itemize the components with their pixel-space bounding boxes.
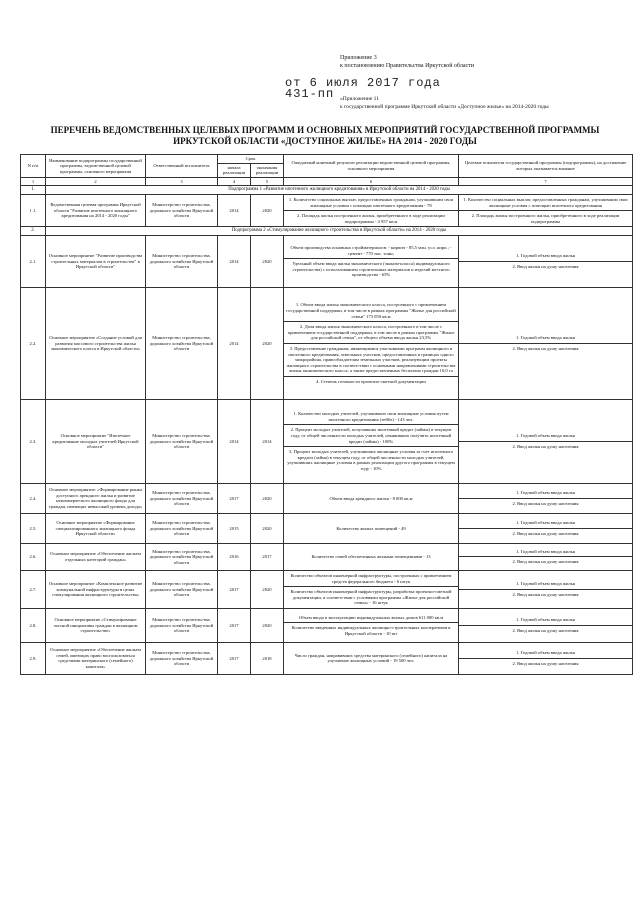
responsible-executor: Министерство строительства, дорожного хозяйства Иркутской области: [146, 399, 218, 483]
col-number: 6: [284, 177, 459, 186]
target-indicators: [459, 543, 633, 570]
program-name: Основное мероприятие «Стимулирование частной инициативы граждан в жилищном строительстве»: [46, 608, 146, 642]
start-year: 2016: [218, 543, 251, 570]
col-indicator-header: Целевые показатели государственной программы (подпрограммы), на достижение которых оказывается влияние: [459, 155, 633, 178]
table-row: [21, 608, 633, 642]
expected-results: [284, 513, 459, 543]
end-year: 2020: [251, 194, 284, 226]
start-year: 2015: [218, 513, 251, 543]
col-number: 7: [459, 177, 633, 186]
result-item: 1. Количество социальных выплат, предоставленных гражданам, улучшившим свои жилищные условия с помощью ипотечного кредитования - 78: [288, 196, 454, 208]
table-row: [21, 235, 633, 287]
indicator-item: 2. Площадь жилья построенного жилья, приобретенного в ходе реализации подпрограммы: [459, 210, 632, 226]
table-row: [21, 194, 633, 226]
target-indicators: [459, 608, 633, 642]
start-year: 2014: [218, 287, 251, 399]
result-item: Количество введенных индивидуальных жилищно-строительных кооперативов в Иркутской области - 10 шт: [284, 622, 458, 638]
result-item: 3. Предоставление гражданам, являющимися участниками программ жилищного и ипотечного кредитования, земельных участков, предоставленных в границах одного микрорайона, правообладателям земельных участков, реализующим проекты жилищного строительства в соответствии с основными направлениями строительства жилья экономического класса, а также предоставленных бесплатно граждан 10,0 га: [284, 343, 458, 376]
col-number: 3: [146, 177, 218, 186]
start-year: 2014: [218, 194, 251, 226]
program-name: Ведомственная целевая программа Иркутской области "Развитие ипотечного жилищного кредитования на 2014 - 2020 годы": [46, 194, 146, 226]
program-reference: к государственной программе Иркутской области «Доступное жилье» на 2014-2020 годы: [340, 103, 549, 110]
table-row: [21, 513, 633, 543]
col-name-header: Наименование подпрограммы государственной программы, ведомственной целевой программы, основного мероприятия: [46, 155, 146, 178]
stamp-number: 431-пп: [285, 87, 335, 101]
table-row: [21, 543, 633, 570]
result-item: 1. Количество молодых учителей, улучшивших свои жилищные условия путем ипотечного кредитования (тейбл) - 143 чел.: [293, 411, 449, 422]
result-item: Количество объектов инженерной инфраструктуры, разработка проектно-сметной документации, в соответствии с условиями программы «Жилье для российской семьи» - 16 штук: [284, 586, 458, 608]
program-name: Основное мероприятие «Формирование специализированного жилищного фонда Иркутской области»: [46, 513, 146, 543]
program-name: Основное мероприятие «Обеспечение жильем отдельных категорий граждан»: [46, 543, 146, 570]
start-year: 2014: [218, 235, 251, 287]
expected-results: [284, 642, 459, 674]
expected-results: [284, 608, 459, 642]
responsible-executor: Министерство строительства, дорожного хозяйства Иркутской области: [146, 570, 218, 608]
expected-results: [284, 543, 459, 570]
result-item: 2. Процент молодых учителей, получивших ипотечный кредит (займы) в текущем году, от общей численности молодых учителей, изъявивших получить ипотечный кредит (займы) - 100%: [284, 424, 458, 446]
indicator-item: 1. Годовой объем ввода жилья: [516, 433, 575, 439]
expected-results: [284, 483, 459, 513]
col-start-header: начала реализации: [218, 163, 251, 177]
result-item: Объем ввода арендного жилья - 8 000 кв.м: [329, 495, 413, 501]
subprogram-num: 1.: [21, 186, 46, 195]
indicator-item: 2. Ввод жилья на душу населения: [459, 625, 632, 636]
start-year: 2017: [218, 570, 251, 608]
end-year: 2014: [251, 399, 284, 483]
col-end-header: окончания реализации: [251, 163, 284, 177]
subprogram-row: [21, 186, 633, 195]
programs-table: [20, 154, 633, 675]
row-number: 2.7.: [21, 570, 46, 608]
indicator-item: 1. Годовой объем ввода жилья: [516, 617, 575, 623]
target-indicators: [459, 483, 633, 513]
indicator-item: 1. Годовой объем ввода жилья: [516, 581, 575, 587]
row-number: 2.9.: [21, 642, 46, 674]
program-name: Основное мероприятие «Обеспечение жильем семей, имеющих право воспользоваться средствами материнского (семейного) капитала»: [46, 642, 146, 674]
indicator-item: 1. Годовой объем ввода жилья: [516, 520, 575, 526]
indicator-item: 2. Ввод жилья на душу населения: [459, 528, 632, 539]
indicator-item: 2. Ввод жилья на душу населения: [459, 556, 632, 567]
result-item: Число граждан, направивших средства материнского (семейного) капитала на улучшение жилищных условий - 19 500 чел.: [294, 652, 448, 664]
col-exec-header: Ответственный исполнитель: [146, 155, 218, 178]
responsible-executor: Министерство строительства, дорожного хозяйства Иркутской области: [146, 194, 218, 226]
end-year: 2017: [251, 543, 284, 570]
program-name: Основное мероприятие: «Формирование рынка доступного арендного жилья и развитие некоммерческого жилищного фонда для граждан, имеющих невысокий уровень дохода»: [46, 483, 146, 513]
result-item: 3. Процент молодых учителей, улучшивших жилищные условия за счет ипотечного кредита (займа) в текущем году, от общей численности молодых учителей, улучшивших жилищные условия в рамках реализации другого программы в текущем году - 10%: [284, 446, 458, 473]
row-number: 2.3.: [21, 399, 46, 483]
responsible-executor: Министерство строительства, дорожного хозяйства Иркутской области: [146, 608, 218, 642]
indicator-item: 2. Ввод жилья на душу населения: [459, 343, 632, 354]
indicator-item: 1. Годовой объем ввода жилья: [516, 548, 575, 554]
responsible-executor: Министерство строительства, дорожного хозяйства Иркутской области: [146, 642, 218, 674]
row-number: 1.1.: [21, 194, 46, 226]
result-item: 2. Доля ввода жилья экономического класса, построенного в том числе с привлечением государственной поддержки, в том числе в рамках программы "Жилье для российской семьи", от общего объема ввода жилья 23,5%: [284, 321, 458, 343]
title-line-2: ИРКУТСКОЙ ОБЛАСТИ «ДОСТУПНОЕ ЖИЛЬЕ» НА 2014 - 2020 ГОДЫ: [173, 136, 477, 146]
target-indicators: [459, 194, 633, 226]
expected-results: [284, 235, 459, 287]
document-title: [40, 125, 610, 147]
target-indicators: [459, 513, 633, 543]
resolution-header: [340, 54, 630, 70]
result-item: 4. Степень готовности проектно-сметной документации: [284, 376, 458, 387]
start-year: 2014: [218, 399, 251, 483]
target-indicators: [459, 399, 633, 483]
column-number-row: [21, 177, 633, 186]
program-name: Основное мероприятие «Создание условий для развития массового строительства жилья экономического класса в Иркутской области»: [46, 287, 146, 399]
row-number: 2.4.: [21, 483, 46, 513]
indicator-item: 1. Количество социальных выплат, предоставленных гражданам, улучшившим свои жилищные условия с помощью ипотечного кредитования: [463, 196, 628, 208]
row-number: 2.5.: [21, 513, 46, 543]
start-year: 2017: [218, 642, 251, 674]
indicator-item: 2. Ввод жилья на душу населения: [459, 589, 632, 600]
end-year: 2020: [251, 287, 284, 399]
col-number: 2: [46, 177, 146, 186]
program-name: Основное мероприятие «Комплексное развитие коммунальной инфраструктуры в целях стимулирования жилищного строительства»: [46, 570, 146, 608]
responsible-executor: Министерство строительства, дорожного хозяйства Иркутской области: [146, 513, 218, 543]
result-item: 1. Объем ввода жилья экономического класса, построенного с привлечением государственной поддержки, в том числе в рамках программы "Жилье для российской семьи" 173 050 кв.м: [286, 302, 456, 319]
indicator-item: 1. Годовой объем ввода жилья: [516, 650, 575, 656]
end-year: 2020: [251, 608, 284, 642]
expected-results: [284, 194, 459, 226]
table-row: [21, 570, 633, 608]
appendix-label: Приложение 3: [340, 55, 377, 61]
table-row: [21, 287, 633, 399]
responsible-executor: Министерство строительства, дорожного хозяйства Иркутской области: [146, 483, 218, 513]
result-item: Количество объектов инженерной инфраструктуры, построенных с привлечением средств федерального бюджета - 6 штук: [290, 572, 452, 584]
indicator-item: 1. Годовой объем ввода жилья: [516, 335, 575, 341]
row-number: 2.1.: [21, 235, 46, 287]
subprogram-title: Подпрограмма 1 «Развитие ипотечного жилищного кредитования» в Иркутской области на 2014 - 2020 годы: [46, 186, 633, 195]
stamp-date: от 6 июля 2017 года: [285, 76, 441, 90]
start-year: 2017: [218, 483, 251, 513]
expected-results: [284, 570, 459, 608]
table-row: [21, 399, 633, 483]
target-indicators: [459, 287, 633, 399]
col-number: 1: [21, 177, 46, 186]
indicator-item: 1. Годовой объем ввода жилья: [516, 490, 575, 496]
row-number: 2.6.: [21, 543, 46, 570]
col-term-header: Срок: [218, 155, 284, 164]
end-year: 2020: [251, 483, 284, 513]
indicator-item: 2. Ввод жилья на душу населения: [459, 498, 632, 509]
target-indicators: [459, 642, 633, 674]
end-year: 2020: [251, 513, 284, 543]
subprogram-row: [21, 227, 633, 236]
program-appendix-header: [340, 96, 620, 111]
responsible-executor: Министерство строительства, дорожного хозяйства Иркутской области: [146, 543, 218, 570]
indicator-item: 2. Ввод жилья на душу населения: [459, 658, 632, 669]
result-item: Удельный объем ввода жилья экономического (эконом-класса) индивидуального строительства) с использованием строительных материалов и изделий местного производства - 65%: [284, 258, 458, 280]
col-num-header: N п/п: [21, 155, 46, 178]
row-number: 2.2.: [21, 287, 46, 399]
subprogram-title: Подпрограмма 2 «Стимулирование жилищного строительства в Иркутской области» на 2014 - 2020 годы: [46, 227, 633, 236]
col-number: 5: [251, 177, 284, 186]
end-year: 2020: [251, 235, 284, 287]
result-item: Объем ввода в эксплуатацию индивидуальных жилых домов 611 000 кв.м: [298, 614, 444, 620]
result-item: Объем производства основных стройматериалов: - кирпич - 85,5 млн. усл. кирп.; - цемент - 770 тыс. тонн;: [290, 244, 452, 256]
col-result-header: Ожидаемый конечный результат реализации ведомственной целевой программы, основного мероприятия: [284, 155, 459, 178]
program-name: Основное мероприятие "Ипотечное кредитование молодых учителей Иркутской области": [46, 399, 146, 483]
end-year: 2020: [251, 570, 284, 608]
indicator-item: 2. Ввод жилья на душу населения: [459, 441, 632, 452]
program-name: Основное мероприятие "Развитие производства строительных материалов в строительстве" в Иркутской области": [46, 235, 146, 287]
table-row: [21, 483, 633, 513]
title-line-1: ПЕРЕЧЕНЬ ВЕДОМСТВЕННЫХ ЦЕЛЕВЫХ ПРОГРАММ И ОСНОВНЫХ МЕРОПРИЯТИЙ ГОСУДАРСТВЕННОЙ ПРОГРАММЫ: [50, 125, 600, 135]
header-row: [21, 155, 633, 164]
resolution-reference: к постановлению Правительства Иркутской области: [340, 63, 474, 69]
col-number: 4: [218, 177, 251, 186]
responsible-executor: Министерство строительства, дорожного хозяйства Иркутской области: [146, 235, 218, 287]
expected-results: [284, 287, 459, 399]
target-indicators: [459, 570, 633, 608]
end-year: 2018: [251, 642, 284, 674]
result-item: Количество семей обеспеченных жилыми помещениями - 13: [311, 554, 431, 560]
row-number: 2.8.: [21, 608, 46, 642]
responsible-executor: Министерство строительства, дорожного хозяйства Иркутской области: [146, 287, 218, 399]
result-item: 2. Площадь жилья построенного жилья, приобретенного в ходе реализации подпрограммы - 4 957 кв.м: [284, 210, 458, 226]
table-row: [21, 642, 633, 674]
subprogram-num: 2.: [21, 227, 46, 236]
program-appendix-label: «Приложение 11: [340, 96, 379, 102]
target-indicators: [459, 235, 633, 287]
start-year: 2017: [218, 608, 251, 642]
indicator-item: 2. Ввод жилья на душу населения: [459, 261, 632, 272]
expected-results: [284, 399, 459, 483]
indicator-item: 1. Годовой объем ввода жилья: [516, 253, 575, 259]
result-item: Количество жилых помещений - 49: [336, 525, 406, 531]
